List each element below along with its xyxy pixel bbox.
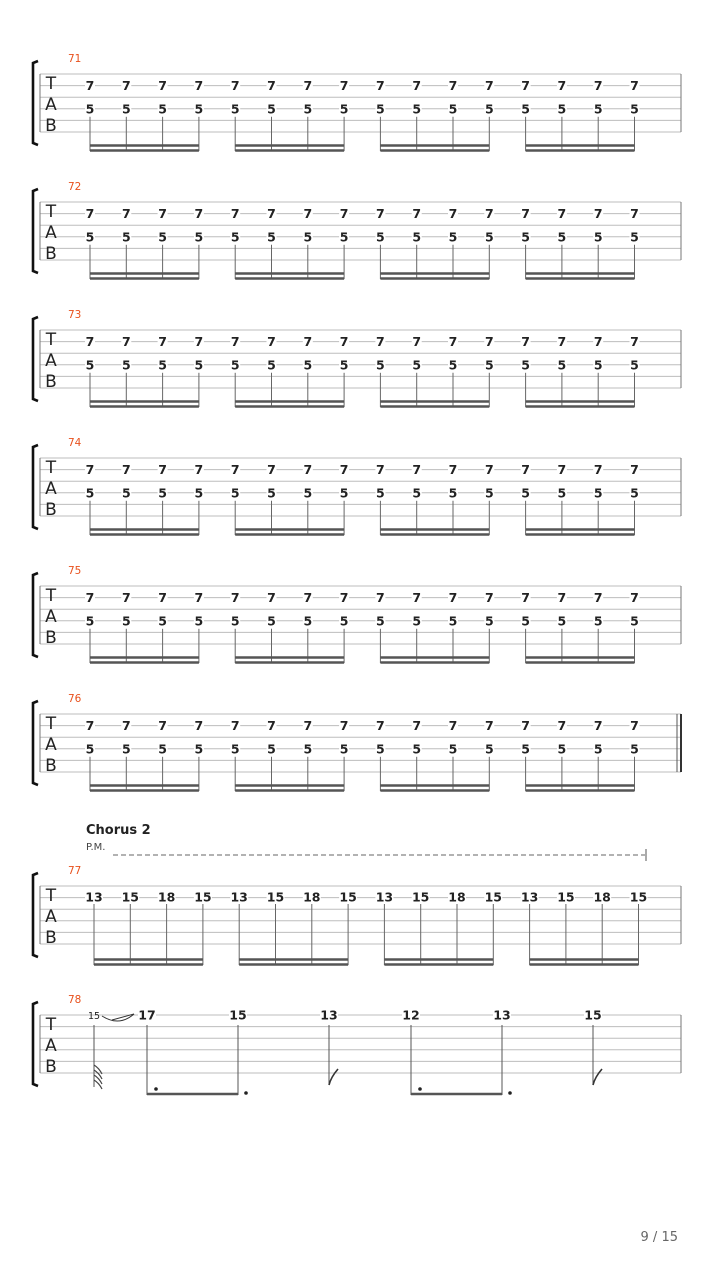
fret-number-string2: 7 xyxy=(85,718,95,734)
fret-number-string2: 7 xyxy=(448,462,458,478)
fret-number-string3: 5 xyxy=(593,485,603,501)
fret-number-string2: 7 xyxy=(630,462,639,478)
fret-number-string2: 7 xyxy=(412,462,422,478)
fret-number-string2: 7 xyxy=(194,462,204,478)
tab-clef-letter: T xyxy=(45,458,57,478)
fret-number-string3: 5 xyxy=(303,357,313,373)
fret-number-string2: 7 xyxy=(230,718,240,734)
fret-number-string2: 7 xyxy=(194,78,204,94)
page-number: 9 / 15 xyxy=(640,1230,678,1245)
fret-number-string2: 7 xyxy=(121,590,131,606)
fret-number-string2: 7 xyxy=(339,462,349,478)
fret-number-string3: 5 xyxy=(484,101,494,117)
fret-number-string3: 5 xyxy=(593,101,603,117)
fret-number-string3: 5 xyxy=(448,101,458,117)
fret-number-string2: 7 xyxy=(158,334,167,350)
fret-number-string3: 5 xyxy=(521,357,530,373)
fret-number-string3: 5 xyxy=(230,357,240,373)
fret-number-string2: 7 xyxy=(630,718,639,734)
tab-clef-letter: B xyxy=(45,1057,57,1077)
system-bracket xyxy=(33,701,38,785)
fret-number-string2: 7 xyxy=(303,590,313,606)
fret-number-string2: 7 xyxy=(158,462,167,478)
fret-number-string3: 5 xyxy=(339,741,349,757)
fret-number-string3: 5 xyxy=(230,229,240,245)
fret-number-string3: 5 xyxy=(339,485,349,501)
system-bracket xyxy=(33,873,38,957)
fret-number-string2: 7 xyxy=(267,334,276,350)
fret-number-string2: 7 xyxy=(230,206,240,222)
fret-number-string2: 7 xyxy=(158,78,167,94)
fret-number-string3: 5 xyxy=(521,229,530,245)
fret-number-string2: 7 xyxy=(630,78,639,94)
fret-number-string2: 7 xyxy=(521,462,530,478)
fret-number-string3: 5 xyxy=(121,101,131,117)
fret-number-string2: 7 xyxy=(630,590,639,606)
fret-number-string2: 7 xyxy=(630,334,639,350)
system-bracket xyxy=(33,189,38,273)
fret-number-string3: 5 xyxy=(593,741,603,757)
fret-number-string2: 7 xyxy=(339,334,349,350)
fret-number-string2: 7 xyxy=(267,78,276,94)
fret-number-string3: 5 xyxy=(121,613,131,629)
measure-number: 72 xyxy=(68,181,82,193)
fret-number-string3: 5 xyxy=(339,101,349,117)
tab-clef-letter: A xyxy=(45,95,57,115)
fret-number-string2: 7 xyxy=(521,718,530,734)
fret-number: 13 xyxy=(493,1007,511,1023)
fret-number: 13 xyxy=(320,1007,338,1023)
fret-number-string3: 5 xyxy=(85,485,95,501)
fret-number-string3: 5 xyxy=(303,485,313,501)
fret-number-string2: 7 xyxy=(267,206,276,222)
fret-number: 13 xyxy=(520,889,539,905)
fret-number-string2: 7 xyxy=(194,718,204,734)
fret-number-string2: 7 xyxy=(85,334,95,350)
fret-number-string2: 7 xyxy=(521,334,530,350)
fret-number-string2: 7 xyxy=(557,590,567,606)
fret-number-string2: 7 xyxy=(267,462,276,478)
fret-number-string3: 5 xyxy=(484,613,494,629)
fret-number-string2: 7 xyxy=(484,590,494,606)
fret-number-string2: 7 xyxy=(303,462,313,478)
fret-number-string3: 5 xyxy=(339,613,349,629)
fret-number-string2: 7 xyxy=(484,462,494,478)
fret-number-string3: 5 xyxy=(630,485,639,501)
fret-number-string3: 5 xyxy=(194,485,204,501)
fret-number-string3: 5 xyxy=(85,101,95,117)
fret-number-string3: 5 xyxy=(376,485,385,501)
section-title: Chorus 2 xyxy=(86,823,151,838)
fret-number-string2: 7 xyxy=(593,206,603,222)
tab-clef-letter: B xyxy=(45,628,57,648)
fret-number-string3: 5 xyxy=(376,741,385,757)
fret-number-string2: 7 xyxy=(484,78,494,94)
fret-number-string2: 7 xyxy=(121,206,131,222)
fret-number-string3: 5 xyxy=(303,229,313,245)
tab-clef-letter: A xyxy=(45,1036,57,1056)
fret-number-string2: 7 xyxy=(339,590,349,606)
measure-number: 76 xyxy=(68,693,82,705)
fret-number-string2: 7 xyxy=(194,590,204,606)
fret-number-string2: 7 xyxy=(557,462,567,478)
fret-number-string3: 5 xyxy=(448,613,458,629)
fret-number-string3: 5 xyxy=(303,101,313,117)
fret-number-string3: 5 xyxy=(194,229,204,245)
fret-number-string3: 5 xyxy=(121,485,131,501)
fret-number-string3: 5 xyxy=(121,229,131,245)
fret-number-string3: 5 xyxy=(448,357,458,373)
fret-number-string3: 5 xyxy=(484,229,494,245)
fret-number-string3: 5 xyxy=(376,229,385,245)
fret-number-string3: 5 xyxy=(121,741,131,757)
fret-number-string3: 5 xyxy=(194,613,204,629)
fret-number-string2: 7 xyxy=(412,206,422,222)
fret-number-string3: 5 xyxy=(448,741,458,757)
fret-number-string2: 7 xyxy=(158,718,167,734)
fret-number-string3: 5 xyxy=(267,741,276,757)
fret-number-string2: 7 xyxy=(484,206,494,222)
fret-number: 12 xyxy=(402,1007,420,1023)
fret-number-string2: 7 xyxy=(376,462,385,478)
tab-clef-letter: B xyxy=(45,756,57,776)
eighth-flag xyxy=(593,1069,602,1085)
fret-number-string2: 7 xyxy=(521,78,530,94)
fret-number-string3: 5 xyxy=(412,357,422,373)
fret-number-string3: 5 xyxy=(158,741,167,757)
fret-number-string2: 7 xyxy=(448,78,458,94)
fret-number-string2: 7 xyxy=(339,78,349,94)
fret-number-string3: 5 xyxy=(376,101,385,117)
fret-number-string2: 7 xyxy=(557,718,567,734)
fret-number-string2: 7 xyxy=(85,78,95,94)
fret-number: 18 xyxy=(593,889,611,905)
tab-clef-letter: A xyxy=(45,607,57,627)
fret-number-string3: 5 xyxy=(158,485,167,501)
fret-number-string2: 7 xyxy=(85,206,95,222)
fret-number-string2: 7 xyxy=(339,206,349,222)
tab-clef-letter: B xyxy=(45,928,57,948)
fret-number-string3: 5 xyxy=(194,357,204,373)
fret-number-string3: 5 xyxy=(630,101,639,117)
grace-fret: 15 xyxy=(87,1011,101,1022)
fret-number: 13 xyxy=(230,889,248,905)
tab-clef-letter: A xyxy=(45,735,57,755)
fret-number-string3: 5 xyxy=(521,101,530,117)
fret-number-string2: 7 xyxy=(158,590,167,606)
fret-number-string2: 7 xyxy=(521,206,530,222)
fret-number-string2: 7 xyxy=(194,334,204,350)
palm-mute-label: P.M. xyxy=(86,842,106,853)
fret-number: 15 xyxy=(229,1007,247,1023)
fret-number-string3: 5 xyxy=(484,741,494,757)
tab-clef-letter: A xyxy=(45,907,57,927)
fret-number: 15 xyxy=(194,889,212,905)
system-bracket xyxy=(33,573,38,657)
tab-clef-letter: B xyxy=(45,500,57,520)
fret-number-string2: 7 xyxy=(593,590,603,606)
tab-clef-letter: T xyxy=(45,202,57,222)
fret-number-string2: 7 xyxy=(557,206,567,222)
fret-number-string3: 5 xyxy=(557,229,567,245)
fret-number-string2: 7 xyxy=(448,718,458,734)
fret-number-string2: 7 xyxy=(376,206,385,222)
fret-number: 13 xyxy=(375,889,394,905)
system-bracket xyxy=(33,445,38,529)
fret-number: 15 xyxy=(266,889,285,905)
fret-number-string2: 7 xyxy=(230,334,240,350)
fret-number: 18 xyxy=(157,889,176,905)
fret-number: 15 xyxy=(484,889,503,905)
fret-number-string3: 5 xyxy=(230,613,240,629)
fret-number-string3: 5 xyxy=(194,741,204,757)
fret-number-string2: 7 xyxy=(121,462,131,478)
measure-number: 71 xyxy=(68,53,82,65)
system-bracket xyxy=(33,1002,38,1086)
fret-number-string3: 5 xyxy=(630,741,639,757)
tab-clef-letter: T xyxy=(45,886,57,906)
fret-number-string3: 5 xyxy=(339,357,349,373)
fret-number-string3: 5 xyxy=(230,485,240,501)
tab-clef-letter: A xyxy=(45,479,57,499)
fret-number-string3: 5 xyxy=(557,741,567,757)
measure-number: 78 xyxy=(68,994,82,1006)
fret-number-string2: 7 xyxy=(557,78,567,94)
tab-clef-letter: T xyxy=(45,714,57,734)
augmentation-dot xyxy=(154,1087,158,1091)
fret-number-string2: 7 xyxy=(376,718,385,734)
fret-number-string3: 5 xyxy=(448,229,458,245)
fret-number-string2: 7 xyxy=(448,590,458,606)
fret-number-string2: 7 xyxy=(593,718,603,734)
measure-number: 74 xyxy=(68,437,82,449)
fret-number-string2: 7 xyxy=(376,590,385,606)
fret-number: 15 xyxy=(411,889,430,905)
fret-number-string3: 5 xyxy=(85,613,95,629)
fret-number-string2: 7 xyxy=(593,462,603,478)
fret-number-string2: 7 xyxy=(593,334,603,350)
fret-number-string2: 7 xyxy=(303,78,313,94)
fret-number-string3: 5 xyxy=(521,613,530,629)
fret-number-string3: 5 xyxy=(158,101,167,117)
fret-number-string2: 7 xyxy=(412,718,422,734)
fret-number-string2: 7 xyxy=(484,334,494,350)
fret-number-string3: 5 xyxy=(85,357,95,373)
fret-number-string2: 7 xyxy=(85,462,95,478)
fret-number-string2: 7 xyxy=(593,78,603,94)
fret-number-string2: 7 xyxy=(448,206,458,222)
fret-number-string3: 5 xyxy=(484,357,494,373)
fret-number-string3: 5 xyxy=(557,485,567,501)
fret-number: 15 xyxy=(557,889,575,905)
fret-number-string2: 7 xyxy=(412,590,422,606)
fret-number: 18 xyxy=(448,889,466,905)
fret-number-string3: 5 xyxy=(376,357,385,373)
fret-number-string2: 7 xyxy=(230,462,240,478)
fret-number-string3: 5 xyxy=(630,229,639,245)
fret-number-string3: 5 xyxy=(593,357,603,373)
fret-number: 18 xyxy=(303,889,321,905)
fret-number-string2: 7 xyxy=(267,590,276,606)
fret-number-string2: 7 xyxy=(376,334,385,350)
fret-number-string3: 5 xyxy=(376,613,385,629)
fret-number-string2: 7 xyxy=(158,206,167,222)
fret-number-string3: 5 xyxy=(593,613,603,629)
fret-number-string3: 5 xyxy=(158,229,167,245)
fret-number-string3: 5 xyxy=(412,485,422,501)
fret-number-string3: 5 xyxy=(230,101,240,117)
eighth-flag xyxy=(329,1069,338,1085)
fret-number-string2: 7 xyxy=(85,590,95,606)
fret-number: 15 xyxy=(584,1007,602,1023)
fret-number-string3: 5 xyxy=(630,357,639,373)
fret-number-string2: 7 xyxy=(484,718,494,734)
fret-number-string2: 7 xyxy=(121,718,131,734)
fret-number-string3: 5 xyxy=(267,229,276,245)
fret-number-string3: 5 xyxy=(303,613,313,629)
fret-number-string3: 5 xyxy=(593,229,603,245)
system-bracket xyxy=(33,61,38,145)
fret-number-string3: 5 xyxy=(158,357,167,373)
measure-number: 77 xyxy=(68,865,82,877)
measure-number: 73 xyxy=(68,309,82,321)
fret-number-string3: 5 xyxy=(412,101,422,117)
fret-number-string3: 5 xyxy=(85,741,95,757)
fret-number: 15 xyxy=(629,889,648,905)
fret-number-string3: 5 xyxy=(448,485,458,501)
fret-number-string2: 7 xyxy=(448,334,458,350)
fret-number-string2: 7 xyxy=(303,334,313,350)
fret-number-string2: 7 xyxy=(267,718,276,734)
fret-number-string3: 5 xyxy=(339,229,349,245)
fret-number-string3: 5 xyxy=(521,741,530,757)
fret-number-string3: 5 xyxy=(484,485,494,501)
tab-clef-letter: T xyxy=(45,74,57,94)
fret-number-string2: 7 xyxy=(230,78,240,94)
fret-number: 15 xyxy=(121,889,140,905)
augmentation-dot xyxy=(508,1091,512,1095)
tab-clef-letter: B xyxy=(45,116,57,136)
fret-number-string3: 5 xyxy=(412,613,422,629)
system-bracket xyxy=(33,317,38,401)
fret-number-string2: 7 xyxy=(521,590,530,606)
fret-number-string2: 7 xyxy=(412,334,422,350)
fret-number-string3: 5 xyxy=(121,357,131,373)
augmentation-dot xyxy=(244,1091,248,1095)
fret-number-string3: 5 xyxy=(267,485,276,501)
fret-number-string3: 5 xyxy=(412,229,422,245)
fret-number-string3: 5 xyxy=(267,357,276,373)
fret-number-string3: 5 xyxy=(194,101,204,117)
tab-clef-letter: B xyxy=(45,244,57,264)
augmentation-dot xyxy=(418,1087,422,1091)
fret-number-string3: 5 xyxy=(630,613,639,629)
fret-number-string3: 5 xyxy=(521,485,530,501)
fret-number-string2: 7 xyxy=(557,334,567,350)
fret-number-string2: 7 xyxy=(376,78,385,94)
fret-number-string3: 5 xyxy=(557,357,567,373)
fret-number: 13 xyxy=(85,889,103,905)
fret-number-string2: 7 xyxy=(230,590,240,606)
fret-number-string3: 5 xyxy=(303,741,313,757)
tab-clef-letter: T xyxy=(45,1015,57,1035)
fret-number-string3: 5 xyxy=(158,613,167,629)
fret-number: 17 xyxy=(138,1007,156,1023)
fret-number-string2: 7 xyxy=(412,78,422,94)
fret-number-string3: 5 xyxy=(412,741,422,757)
fret-number-string3: 5 xyxy=(557,613,567,629)
fret-number-string2: 7 xyxy=(339,718,349,734)
tab-clef-letter: T xyxy=(45,330,57,350)
fret-number-string3: 5 xyxy=(557,101,567,117)
fret-number-string3: 5 xyxy=(85,229,95,245)
fret-number-string2: 7 xyxy=(303,718,313,734)
fret-number-string2: 7 xyxy=(121,78,131,94)
tab-clef-letter: T xyxy=(45,586,57,606)
fret-number-string2: 7 xyxy=(121,334,131,350)
fret-number-string3: 5 xyxy=(230,741,240,757)
fret-number-string3: 5 xyxy=(267,613,276,629)
fret-number-string3: 5 xyxy=(267,101,276,117)
fret-number: 15 xyxy=(339,889,357,905)
tab-clef-letter: A xyxy=(45,351,57,371)
tab-clef-letter: A xyxy=(45,223,57,243)
fret-number-string2: 7 xyxy=(303,206,313,222)
fret-number-string2: 7 xyxy=(630,206,639,222)
measure-number: 75 xyxy=(68,565,82,577)
fret-number-string2: 7 xyxy=(194,206,204,222)
tab-clef-letter: B xyxy=(45,372,57,392)
